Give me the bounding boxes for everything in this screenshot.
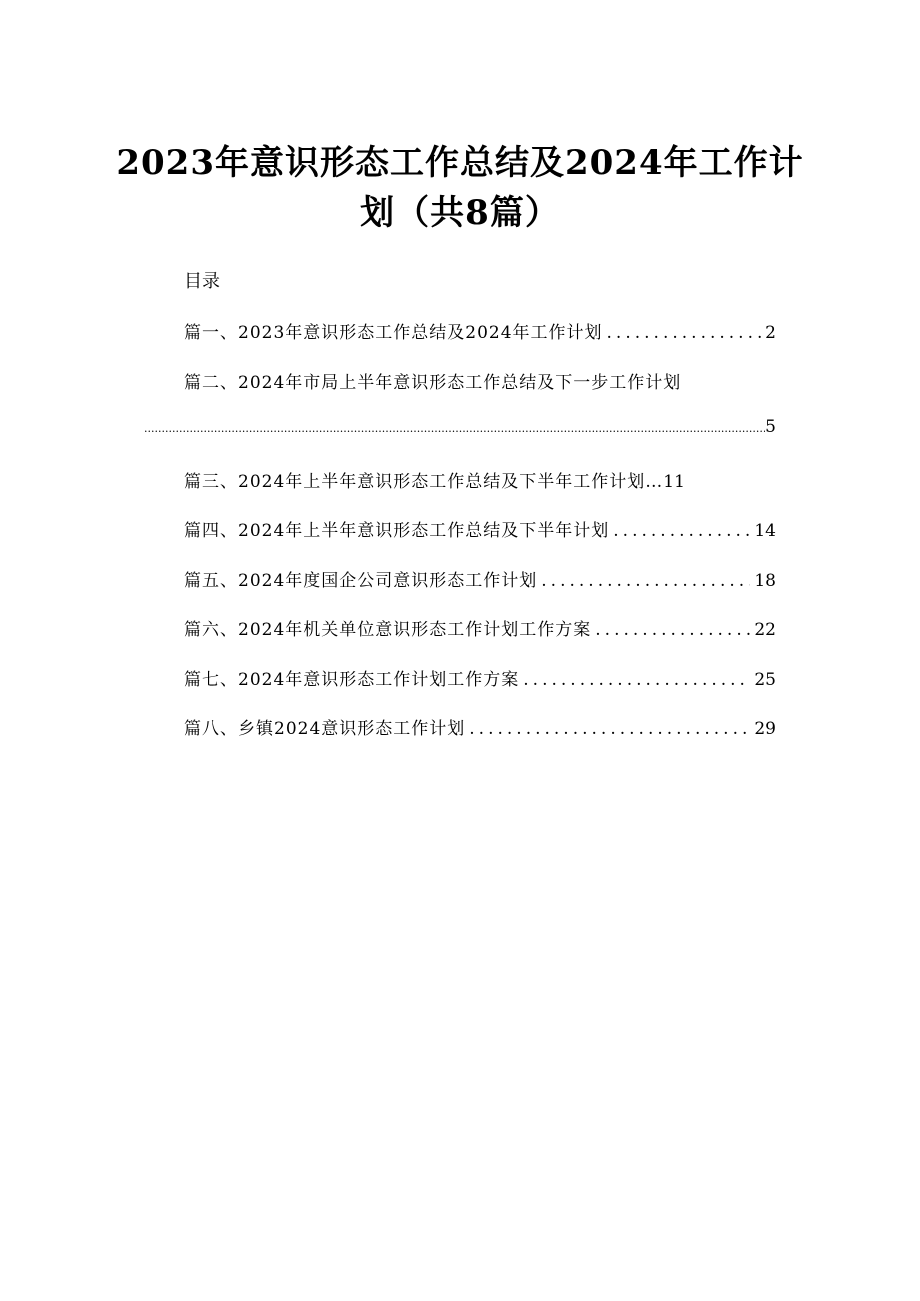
toc-entry-title: 篇三、2024年上半年意识形态工作总结及下半年工作计划… — [184, 471, 664, 492]
toc-entry-7[interactable] — [184, 665, 776, 715]
toc-entry-title: 篇八、乡镇2024意识形态工作计划 — [184, 719, 466, 739]
toc-entry-8[interactable] — [184, 714, 776, 764]
toc-leader-dots — [523, 670, 750, 690]
toc-heading: 目录 — [184, 271, 220, 292]
toc-entry-4[interactable] — [184, 516, 776, 566]
toc-entry-3[interactable] — [184, 467, 776, 517]
toc-entry-6[interactable] — [184, 615, 776, 665]
toc-entry-title: 篇六、2024年机关单位意识形态工作计划工作方案 — [184, 620, 592, 640]
toc-page-number: 11 — [663, 471, 685, 492]
toc-entry-title: 篇五、2024年度国企公司意识形态工作计划 — [184, 570, 538, 591]
toc-page-number: 29 — [754, 719, 776, 739]
table-of-contents — [184, 318, 776, 764]
toc-leader-dots — [607, 323, 762, 343]
toc-page-number: 22 — [754, 620, 776, 640]
toc-entry-title: 篇七、2024年意识形态工作计划工作方案 — [184, 669, 520, 690]
toc-leader-dots — [469, 719, 750, 739]
toc-page-number: 18 — [754, 570, 776, 591]
toc-leader-dots — [541, 571, 750, 591]
toc-leader-dots — [613, 521, 750, 541]
toc-entry-2-continued[interactable] — [144, 417, 776, 467]
title-line-1: 2023年意识形态工作总结及2024年工作计 — [116, 143, 804, 183]
toc-leader-dots — [595, 620, 750, 640]
title-line-2: 划（共8篇） — [360, 193, 560, 233]
toc-entry-title: 篇一、2023年意识形态工作总结及2024年工作计划 — [184, 323, 603, 343]
toc-leader-dots — [144, 422, 765, 435]
toc-entry-title: 篇二、2024年市局上半年意识形态工作总结及下一步工作计划 — [184, 372, 682, 393]
toc-entry-title: 篇四、2024年上半年意识形态工作总结及下半年计划 — [184, 521, 610, 541]
toc-page-number: 14 — [754, 521, 776, 541]
toc-page-number: 25 — [754, 669, 776, 690]
toc-entry-5[interactable] — [184, 566, 776, 616]
document-title — [0, 138, 920, 238]
toc-entry-1[interactable] — [184, 318, 776, 368]
toc-entry-2[interactable] — [184, 368, 776, 418]
toc-page-number: 2 — [765, 323, 776, 343]
toc-page-number: 5 — [765, 417, 776, 437]
